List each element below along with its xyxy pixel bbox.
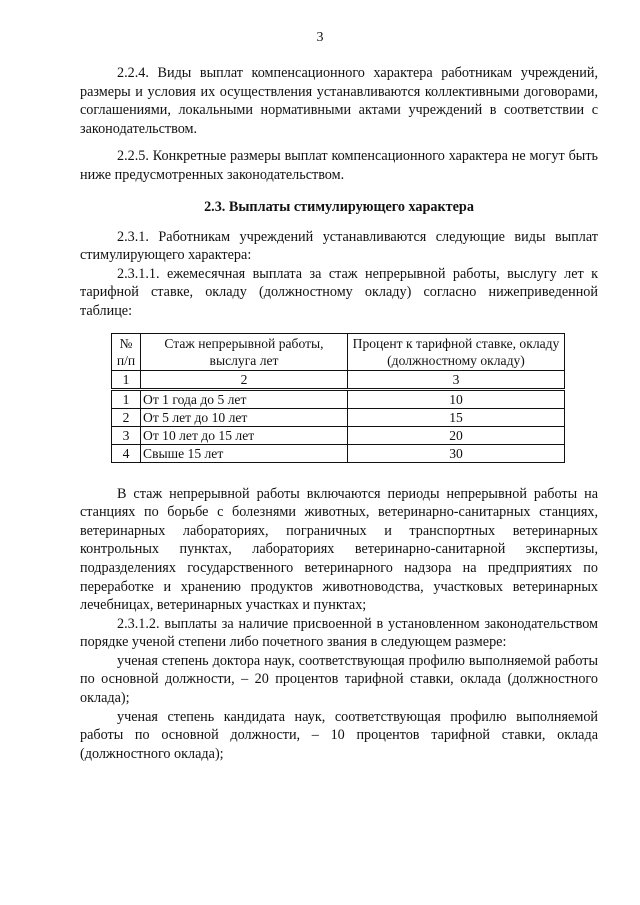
table-cell: 2 (141, 370, 348, 389)
page-number: 3 (316, 30, 324, 45)
table-cell: 1 (112, 370, 141, 389)
table-cell: 3 (112, 426, 141, 444)
paragraph-2-3-1-1: 2.3.1.1. ежемесячная выплата за стаж непрерывной работы, выслугу лет к тарифной ставке, окладу (должностному окладу) согласно нижеприведенной таблице: (80, 265, 598, 319)
table-row (112, 408, 565, 426)
paragraph-2-2-5: 2.2.5. Конкретные размеры выплат компенсационного характера не могут быть ниже предусмотренных законодательством. (80, 148, 598, 183)
paragraph-doctor-degree: ученая степень доктора наук, соответствующая профилю выполняемой работы по основной должности, – 20 процентов тарифной ставки, оклада (должностного оклада); (80, 652, 598, 707)
table-header-number: № п/п (112, 333, 141, 370)
paragraph-2-3-1: 2.3.1. Работникам учреждений устанавливаются следующие виды выплат стимулирующего характера: (80, 228, 598, 264)
table-cell: 3 (348, 370, 565, 389)
document-body (80, 64, 598, 763)
table-cell: 4 (112, 444, 141, 462)
paragraph-2-3-1-2: 2.3.1.2. выплаты за наличие присвоенной в установленном законодательством порядке ученой степени либо почетного звания в следующем размере: (80, 615, 598, 651)
table-cell: 2 (112, 408, 141, 426)
table-cell: 15 (348, 408, 565, 426)
table-cell: 10 (348, 389, 565, 408)
table-cell: От 10 лет до 15 лет (141, 426, 348, 444)
table-row (112, 444, 565, 462)
table-header-row (112, 333, 565, 370)
paragraph-2-2-4: 2.2.4. Виды выплат компенсационного характера работникам учреждений, размеры и условия их осуществления устанавливаются коллективными договорами, соглашениями, локальными нормативными актами учреждений в соответствии с законодательством. (80, 65, 598, 137)
table-cell: 1 (112, 389, 141, 408)
table-cell: 20 (348, 426, 565, 444)
paragraph-candidate-degree: ученая степень кандидата наук, соответствующая профилю выполняемой работы по основной должности, – 10 процентов тарифной ставки, оклада (должностного оклада); (80, 708, 598, 762)
table-cell: От 1 года до 5 лет (141, 389, 348, 408)
paragraph-seniority-periods: В стаж непрерывной работы включаются периоды непрерывной работы на станциях по борьбе с болезнями животных, ветеринарно-санитарных станциях, ветеринарных лабораториях, пограничных и транспортных ветеринарных контрольных пунктах, лабораториях ветеринарно-санитарной экспертизы, подразделениях государственного ветеринарного надзора на предприятиях по переработке и хранению продуктов животноводства, участковых ветеринарных лечебницах, ветеринарных участках и пунктах; (80, 485, 598, 614)
table-header-seniority: Стаж непрерывной работы, выслуга лет (141, 333, 348, 370)
table-row (112, 426, 565, 444)
table-cell: От 5 лет до 10 лет (141, 408, 348, 426)
section-title: 2.3. Выплаты стимулирующего характера (204, 198, 474, 215)
table-header-percent: Процент к тарифной ставке, окладу (должностному окладу) (348, 333, 565, 370)
table-index-row (112, 370, 565, 389)
table-row (112, 389, 565, 408)
seniority-table (111, 333, 565, 463)
table-cell: Свыше 15 лет (141, 444, 348, 462)
table-cell: 30 (348, 444, 565, 462)
